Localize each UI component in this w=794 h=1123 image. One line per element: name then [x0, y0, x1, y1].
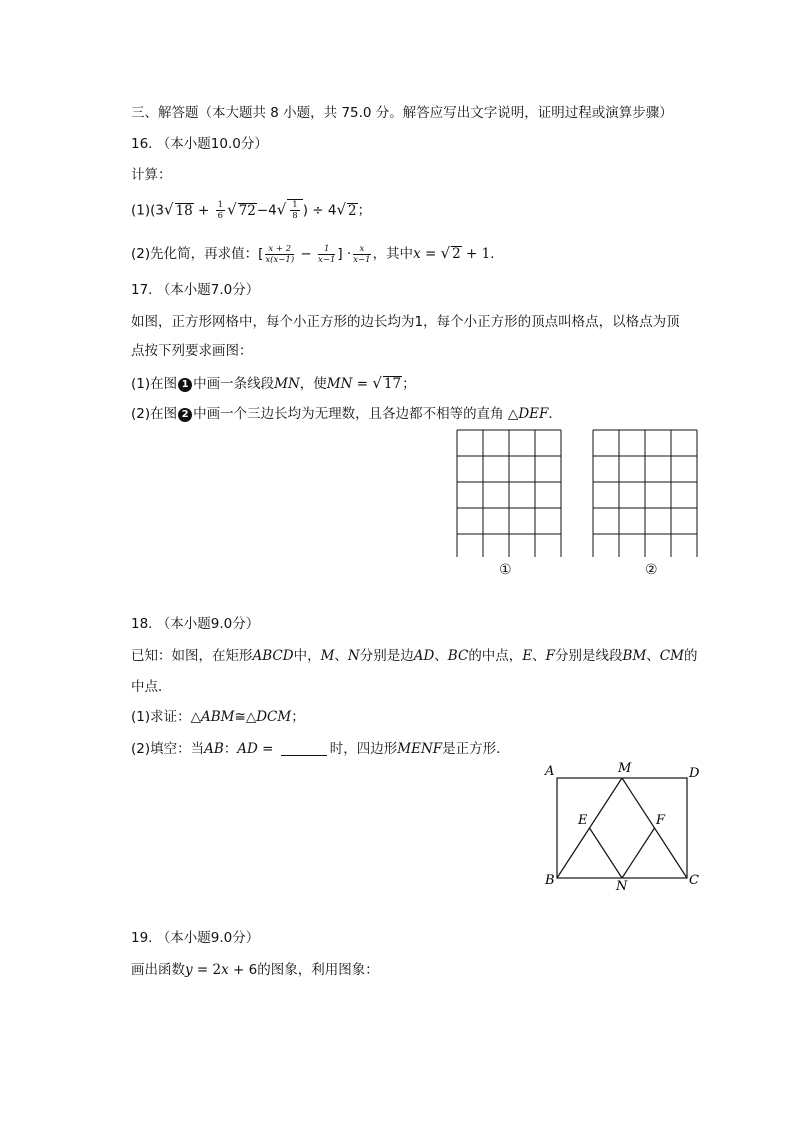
rect-abcd [557, 778, 687, 878]
label-e: E [578, 813, 588, 828]
grid-figure-2 [592, 429, 700, 557]
label-a: A [545, 764, 555, 779]
q16-intro: 计算： [131, 167, 172, 183]
label-c: C [689, 873, 699, 888]
q18-text1: 已知：如图，在矩形ABCD中，M、N分别是边AD、BC的中点，E、F分别是线段BM、CM的 [131, 648, 698, 664]
section-header: 三、解答题（本大题共 8 小题，共 75.0 分。解答应写出文字说明，证明过程或演算步骤） [131, 105, 673, 121]
rectangle-figure [540, 758, 710, 898]
q16-part2: (2)先化简，再求值：[ $\frac{x + 2}{x(x-1)}$ − $\frac{1}{x-1}$ ] · $\frac{x}{x-1}$ ，其中x = √ 2 + 1． [131, 243, 504, 265]
grid-label-1: ① [499, 562, 512, 578]
label-m: M [618, 761, 632, 776]
q16-part1: (1)(3√ 18 + $\frac{1}{6}$ √ 72−4√ $\frac{1}{8}$ ) ÷ 4√ 2； [131, 200, 372, 221]
seg-fn [622, 828, 655, 878]
q17-part1: (1)在图 1 中画一条线段MN，使MN = √ 17； [131, 374, 416, 392]
label-b: B [545, 873, 555, 888]
q19-text: 画出函数y = 2x + 6的图象，利用图象： [131, 962, 379, 978]
label-n: N [616, 879, 628, 894]
q17-part2: (2)在图 2 中画一个三边长均为无理数，且各边都不相等的直角 △DEF． [131, 406, 562, 422]
grid-figure-1 [456, 429, 564, 557]
q19-heading: 19. （本小题9.0分） [131, 930, 260, 946]
q17-text1: 如图，正方形网格中，每个小正方形的边长均为1，每个小正方形的顶点叫格点，以格点为顶 [131, 314, 680, 330]
q16-heading: 16. （本小题10.0分） [131, 136, 268, 152]
q17-text2: 点按下列要求画图： [131, 343, 253, 359]
seg-en [590, 828, 623, 878]
q18-heading: 18. （本小题9.0分） [131, 616, 260, 632]
q18-text2: 中点． [131, 679, 172, 695]
label-f: F [656, 813, 666, 828]
label-d: D [689, 766, 700, 781]
q18-part1: (1)求证：△ABM≅△DCM； [131, 709, 305, 725]
answer-blank[interactable] [281, 741, 327, 756]
q18-part2: (2)填空：当AB：AD = 时，四边形MENF是正方形． [131, 741, 510, 757]
grid-label-2: ② [645, 562, 658, 578]
q17-heading: 17. （本小题7.0分） [131, 282, 260, 298]
